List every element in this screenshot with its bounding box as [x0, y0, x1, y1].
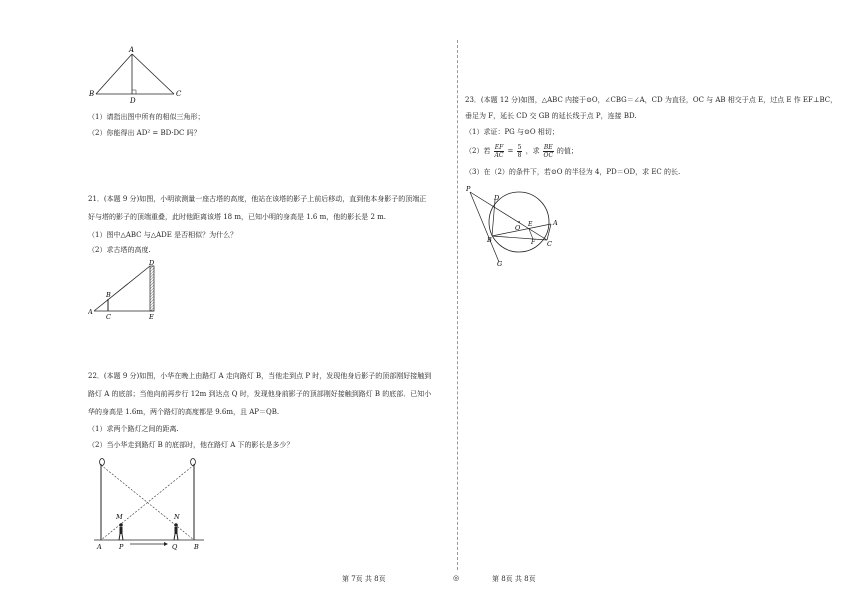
fig23-label-O: O [515, 224, 521, 232]
q20-part1: （1）请指出图中所有的相似三角形； [88, 113, 205, 121]
q22-part2: （2）当小华走到路灯 B 的底部时，他在路灯 A 下的影长是多少？ [88, 441, 294, 449]
frac3-numerator: BE [543, 143, 553, 151]
frac2-numerator: 5 [517, 143, 522, 151]
q23-stem-line2: 垂足为 F，延长 CD 交 GB 的延长线于点 P，连接 BD. [465, 112, 637, 120]
fig23-label-D: D [494, 194, 500, 202]
q23-part1: （1）求证：PG 与⊙O 相切； [465, 128, 559, 136]
fig23-label-C: C [547, 240, 552, 248]
q22-stem-line3: 华的身高是 1.6m，两个路灯的高度都是 9.6m，且 AP＝QB. [88, 408, 280, 416]
fig23-label-P: P [466, 185, 471, 193]
frac3-denominator: OC [543, 151, 554, 159]
q21-stem-line2: 好与塔的影子的顶端重叠，此时他距离该塔 18 m，已知小明的身高是 1.6 m，他的影长是 2 m. [88, 213, 386, 221]
figure-q23-circle [463, 184, 563, 266]
fig21-label-A: A [88, 308, 93, 316]
q21-part2: （2）求古塔的高度. [88, 246, 151, 254]
fig22-label-Q: Q [172, 543, 178, 551]
q23-part2-suffix: 的值； [556, 147, 578, 155]
fig23-label-G: G [497, 260, 503, 266]
q23-part3: （3）在（2）的条件下，若⊙O 的半径为 4，PD＝OD，求 EC 的长. [465, 168, 681, 176]
fig21-label-B: B [106, 291, 111, 299]
q20-part2: （2）你能得出 AD² = BD·DC 吗？ [88, 129, 201, 137]
fig22-label-A: A [97, 543, 102, 551]
fig20-label-D: D [130, 97, 136, 105]
fig23-label-F: F [531, 239, 536, 246]
footer-center-mark: ◎ [453, 574, 460, 582]
fig22-label-M: M [116, 513, 123, 521]
q21-part1: （1）图中△ABC 与△ADE 是否相似？为什么？ [88, 231, 238, 239]
q23-part2-equals: = [507, 147, 514, 155]
fraction-ef-ac [494, 144, 505, 159]
fig22-label-B: B [194, 543, 199, 551]
fig20-label-B: B [89, 90, 95, 98]
figure-q20-triangle [88, 44, 188, 106]
q22-stem-line1: 22．(本题 9 分)如图，小华在晚上由路灯 A 走向路灯 B，当他走到点 P 时，发现他身后影子的顶部刚好接触到 [88, 372, 432, 380]
right-page [463, 40, 838, 580]
fig21-label-D: D [149, 260, 155, 267]
fig21-label-C: C [106, 313, 111, 321]
q23-part2 [465, 143, 578, 159]
footer-right-page-number: 第 8页 共 8页 [492, 575, 536, 583]
q21-stem-line1: 21．(本题 9 分)如图，小明欲测量一座古塔的高度，他站在该塔的影子上前后移动，直到他本身影子的顶端正 [88, 195, 427, 203]
fig23-label-B: B [487, 236, 492, 244]
fraction-5-8 [517, 144, 523, 159]
fig21-label-E: E [149, 313, 154, 321]
q23-part2-prefix: （2）若 [465, 147, 491, 155]
fig20-label-C: C [176, 90, 182, 98]
fig23-label-A: A [553, 219, 558, 227]
fig20-label-A: A [129, 46, 135, 54]
footer-left-page-number: 第 7页 共 8页 [342, 575, 386, 583]
q22-part1: （1）求两个路灯之间的距离. [88, 425, 179, 433]
q23-stem-line1: 23．(本题 12 分)如图，△ABC 内接于⊙O，∠CBG＝∠A，CD 为直径，OC 与 AB 相交于点 E，过点 E 作 EF⊥BC， [465, 96, 838, 104]
figure-q21-tower [88, 260, 168, 322]
frac1-denominator: AC [494, 151, 504, 159]
fig22-label-N: N [174, 513, 180, 521]
page-divider [457, 40, 458, 570]
q22-stem-line2: 路灯 A 的底部；当他向前再步行 12m 到达点 Q 时，发现他身前影子的顶部刚好接触到路灯 B 的底部．已知小 [88, 390, 432, 398]
fig22-label-P: P [119, 543, 124, 551]
frac2-denominator: 8 [517, 151, 522, 159]
fraction-be-oc [543, 144, 554, 159]
frac1-numerator: EF [494, 143, 504, 151]
left-page [84, 40, 456, 580]
fig23-label-E: E [528, 221, 533, 228]
q23-part2-mid: ，求 [525, 147, 540, 155]
figure-q22-streetlights [88, 452, 212, 552]
